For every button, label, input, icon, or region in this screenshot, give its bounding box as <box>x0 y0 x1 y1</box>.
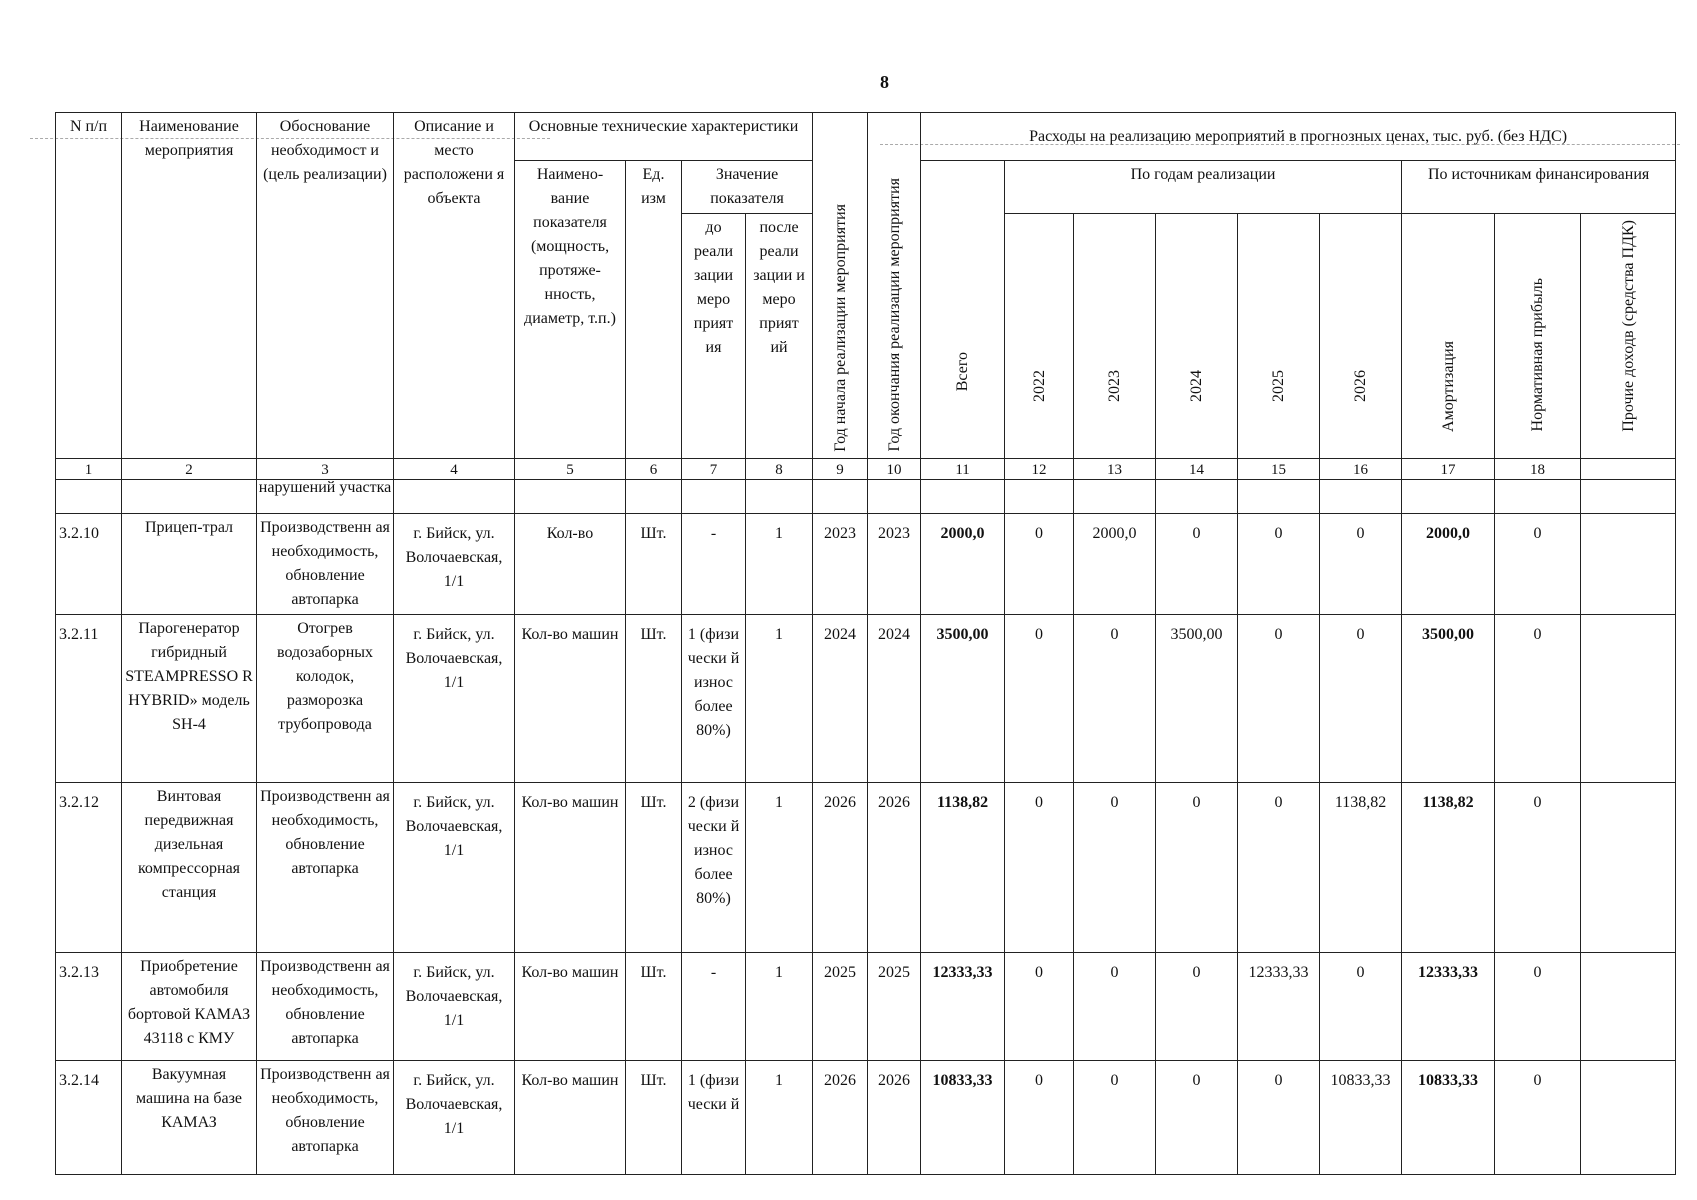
cell-y2022: 0 <box>1005 1060 1074 1174</box>
cell-amort: 10833,33 <box>1402 1060 1495 1174</box>
cell-start: 2023 <box>813 513 868 614</box>
header-tech: Основные технические характеристики <box>515 113 813 161</box>
header-year-2023: 2023 <box>1074 214 1156 459</box>
cell-place: г. Бийск, ул. Волочаевская, 1/1 <box>394 513 515 614</box>
cell-amort: 1138,82 <box>1402 782 1495 952</box>
cell-end: 2025 <box>868 952 921 1060</box>
header-unit: Ед. изм <box>626 161 682 459</box>
cell-end: 2026 <box>868 782 921 952</box>
cell-end: 2023 <box>868 513 921 614</box>
header-after: после реали зации и меро прият ий <box>746 214 813 459</box>
column-numbers-row <box>56 458 1676 479</box>
cell-indicator: Кол-во машин <box>515 614 626 782</box>
cell-y2023: 0 <box>1074 614 1156 782</box>
cell-y2026: 10833,33 <box>1320 1060 1402 1174</box>
cell-y2022: 0 <box>1005 513 1074 614</box>
header-tech-name: Наимено- вание показателя (мощность, протяже- нность, диаметр, т.п.) <box>515 161 626 459</box>
cell-y2024: 0 <box>1156 1060 1238 1174</box>
cell-other <box>1581 614 1676 782</box>
cell-y2026: 0 <box>1320 513 1402 614</box>
table-row <box>56 952 1676 1060</box>
cell-y2026: 1138,82 <box>1320 782 1402 952</box>
column-number: 1 <box>56 458 122 479</box>
cell-name: Приобретение автомобиля бортовой КАМАЗ 43118 с КМУ <box>122 952 257 1060</box>
cell-start: 2026 <box>813 1060 868 1174</box>
cell-indicator: Кол-во машин <box>515 1060 626 1174</box>
column-number: 14 <box>1156 458 1238 479</box>
column-number: 4 <box>394 458 515 479</box>
header-before: до реали зации меро прият ия <box>682 214 746 459</box>
cell-y2023: 2000,0 <box>1074 513 1156 614</box>
cell-y2023: 0 <box>1074 782 1156 952</box>
cell-y2026: 0 <box>1320 614 1402 782</box>
cell-amort: 2000,0 <box>1402 513 1495 614</box>
table-row <box>56 1060 1676 1174</box>
column-number: 18 <box>1495 458 1581 479</box>
cell-total: 3500,00 <box>921 614 1005 782</box>
carry-reason: нарушений участка <box>257 479 394 513</box>
cell-y2025: 12333,33 <box>1238 952 1320 1060</box>
cell-start: 2024 <box>813 614 868 782</box>
cell-y2025: 0 <box>1238 513 1320 614</box>
page-number: 8 <box>880 72 889 92</box>
cell-after: 1 <box>746 513 813 614</box>
column-number: 3 <box>257 458 394 479</box>
column-number: 9 <box>813 458 868 479</box>
cell-y2024: 0 <box>1156 513 1238 614</box>
column-number: 8 <box>746 458 813 479</box>
cell-end: 2026 <box>868 1060 921 1174</box>
cell-before: 1 (физи чески й <box>682 1060 746 1174</box>
header-amortization: Амортизация <box>1402 214 1495 459</box>
cell-after: 1 <box>746 782 813 952</box>
cell-y2022: 0 <box>1005 952 1074 1060</box>
cell-num: 3.2.14 <box>56 1060 122 1174</box>
cell-num: 3.2.11 <box>56 614 122 782</box>
cell-num: 3.2.13 <box>56 952 122 1060</box>
cell-total: 10833,33 <box>921 1060 1005 1174</box>
column-number: 16 <box>1320 458 1402 479</box>
cell-reason: Производственн ая необходимость, обновление автопарка <box>257 952 394 1060</box>
cell-name: Винтовая передвижная дизельная компрессорная станция <box>122 782 257 952</box>
column-number <box>1581 458 1676 479</box>
column-number: 10 <box>868 458 921 479</box>
cell-y2025: 0 <box>1238 782 1320 952</box>
cell-unit: Шт. <box>626 614 682 782</box>
cell-amort: 12333,33 <box>1402 952 1495 1060</box>
header-year-2024: 2024 <box>1156 214 1238 459</box>
header-reason: Обоснование необходимост и (цель реализации) <box>257 113 394 459</box>
cell-before: 2 (физи чески й износ более 80%) <box>682 782 746 952</box>
column-number: 6 <box>626 458 682 479</box>
cell-y2023: 0 <box>1074 952 1156 1060</box>
cell-other <box>1581 513 1676 614</box>
table-row <box>56 782 1676 952</box>
header-by-sources: По источникам финансирования <box>1402 161 1676 214</box>
cell-reason: Отогрев водозаборных колодок, разморозка трубопровода <box>257 614 394 782</box>
header-year-end: Год окончания реализации мероприятия <box>868 113 921 459</box>
cell-profit: 0 <box>1495 1060 1581 1174</box>
header-year-2026: 2026 <box>1320 214 1402 459</box>
cell-profit: 0 <box>1495 513 1581 614</box>
cell-place: г. Бийск, ул. Волочаевская, 1/1 <box>394 952 515 1060</box>
cell-total: 12333,33 <box>921 952 1005 1060</box>
table-row <box>56 614 1676 782</box>
cell-after: 1 <box>746 614 813 782</box>
header-year-2025: 2025 <box>1238 214 1320 459</box>
header-total: Всего <box>921 161 1005 459</box>
cell-total: 2000,0 <box>921 513 1005 614</box>
cell-y2024: 0 <box>1156 782 1238 952</box>
column-number: 11 <box>921 458 1005 479</box>
cell-unit: Шт. <box>626 782 682 952</box>
cell-after: 1 <box>746 1060 813 1174</box>
cell-profit: 0 <box>1495 782 1581 952</box>
column-number: 15 <box>1238 458 1320 479</box>
header-year-start: Год начала реализации мероприятия <box>813 113 868 459</box>
cell-y2025: 0 <box>1238 1060 1320 1174</box>
column-number: 2 <box>122 458 257 479</box>
header-year-2022: 2022 <box>1005 214 1074 459</box>
cell-other <box>1581 782 1676 952</box>
header-name: Наименование мероприятия <box>122 113 257 459</box>
cell-before: 1 (физи чески й износ более 80%) <box>682 614 746 782</box>
cell-start: 2026 <box>813 782 868 952</box>
header-place: Описание и место расположени я объекта <box>394 113 515 459</box>
cell-place: г. Бийск, ул. Волочаевская, 1/1 <box>394 614 515 782</box>
table-row <box>56 513 1676 614</box>
cell-profit: 0 <box>1495 952 1581 1060</box>
cell-name: Парогенератор гибридный STEAMPRESSO R HYBRID» модель SH-4 <box>122 614 257 782</box>
cell-num: 3.2.12 <box>56 782 122 952</box>
cell-indicator: Кол-во <box>515 513 626 614</box>
cell-num: 3.2.10 <box>56 513 122 614</box>
header-value: Значение показателя <box>682 161 813 214</box>
cell-other <box>1581 952 1676 1060</box>
header-profit: Нормативная прибыль <box>1495 214 1581 459</box>
cell-indicator: Кол-во машин <box>515 782 626 952</box>
header-other: Прочие доходв (средства ПДК) <box>1581 214 1676 459</box>
cell-profit: 0 <box>1495 614 1581 782</box>
cell-amort: 3500,00 <box>1402 614 1495 782</box>
column-number: 13 <box>1074 458 1156 479</box>
cell-unit: Шт. <box>626 952 682 1060</box>
cell-unit: Шт. <box>626 1060 682 1174</box>
column-number: 12 <box>1005 458 1074 479</box>
cell-place: г. Бийск, ул. Волочаевская, 1/1 <box>394 1060 515 1174</box>
cell-start: 2025 <box>813 952 868 1060</box>
cell-y2026: 0 <box>1320 952 1402 1060</box>
cell-other <box>1581 1060 1676 1174</box>
cell-name: Прицеп-трал <box>122 513 257 614</box>
cell-name: Вакуумная машина на базе КАМАЗ <box>122 1060 257 1174</box>
cell-reason: Производственн ая необходимость, обновление автопарка <box>257 513 394 614</box>
column-number: 7 <box>682 458 746 479</box>
cell-before: - <box>682 513 746 614</box>
cell-reason: Производственн ая необходимость, обновление автопарка <box>257 782 394 952</box>
header-costs: Расходы на реализацию мероприятий в прогнозных ценах, тыс. руб. (без НДС) <box>921 113 1676 161</box>
cell-y2023: 0 <box>1074 1060 1156 1174</box>
column-number: 17 <box>1402 458 1495 479</box>
cell-unit: Шт. <box>626 513 682 614</box>
header-by-years: По годам реализации <box>1005 161 1402 214</box>
cell-after: 1 <box>746 952 813 1060</box>
cell-y2025: 0 <box>1238 614 1320 782</box>
cell-total: 1138,82 <box>921 782 1005 952</box>
cell-indicator: Кол-во машин <box>515 952 626 1060</box>
cell-end: 2024 <box>868 614 921 782</box>
cell-reason: Производственн ая необходимость, обновление автопарка <box>257 1060 394 1174</box>
cell-place: г. Бийск, ул. Волочаевская, 1/1 <box>394 782 515 952</box>
cell-y2024: 0 <box>1156 952 1238 1060</box>
cell-y2024: 3500,00 <box>1156 614 1238 782</box>
header-number: N п/п <box>56 113 122 459</box>
investment-program-table <box>55 112 1676 1175</box>
column-number: 5 <box>515 458 626 479</box>
carry-over-row <box>56 479 1676 513</box>
cell-y2022: 0 <box>1005 614 1074 782</box>
cell-y2022: 0 <box>1005 782 1074 952</box>
cell-before: - <box>682 952 746 1060</box>
